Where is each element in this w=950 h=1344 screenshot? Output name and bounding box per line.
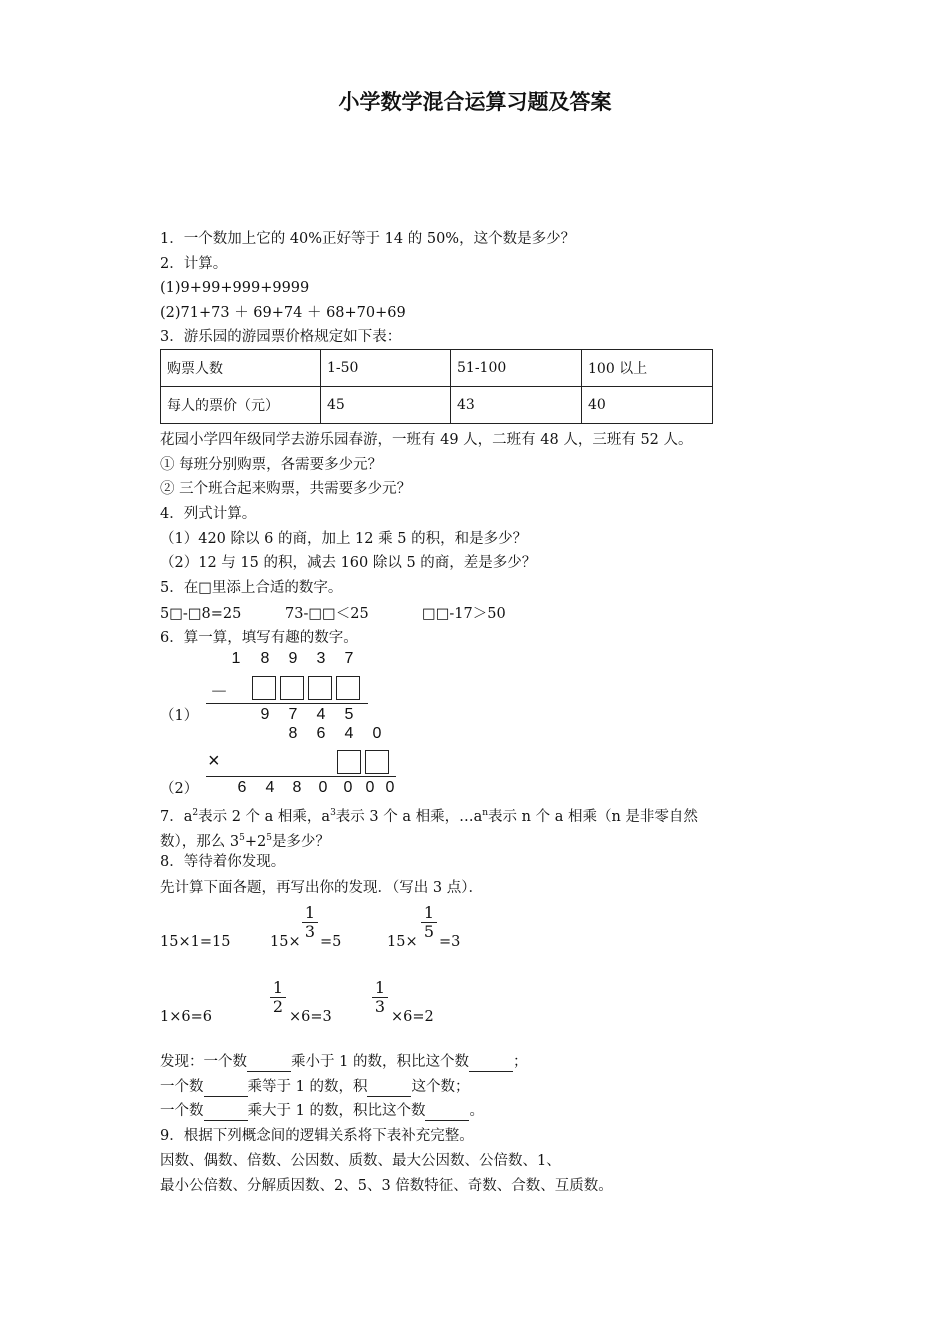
equation-prefix: 15× (270, 934, 301, 950)
digit: 4 (316, 706, 326, 723)
answer-box[interactable] (365, 750, 389, 774)
answer-box[interactable] (280, 676, 304, 700)
question-3-context: 花园小学四年级同学去游乐园春游，一班有 49 人，二班有 48 人，三班有 52 人。 (160, 432, 693, 448)
fill-blank[interactable] (367, 1080, 411, 1097)
digit: 8 (260, 650, 270, 667)
question-2-stem: 2．计算。 (160, 256, 228, 272)
table-cell: 45 (321, 387, 451, 424)
fraction-one-fifth: $\frac{1}{5}$ (421, 904, 437, 941)
question-8-instruction: 先计算下面各题，再写出你的发现．（写出 3 点）． (160, 880, 483, 896)
digit: 1 (231, 650, 241, 667)
digit: 4 (344, 725, 354, 742)
question-4-part-2: （2）12 与 15 的积，减去 160 除以 5 的商，差是多少？ (160, 555, 537, 571)
table-cell: 100 以上 (582, 350, 713, 387)
question-9-stem: 9．根据下列概念间的逻辑关系将下表补充完整。 (160, 1128, 474, 1144)
digit: 9 (260, 706, 270, 723)
digit: 9 (288, 650, 298, 667)
question-7-line-1: 7．$a^2$表示 2 个 a 相乘，$a^3$表示 3 个 a 相乘，$\dots a^n$表示 n 个 a 相乘（n 是非零自然 (160, 808, 698, 825)
question-3-sub-1: ① 每班分别购票，各需要多少元？ (160, 457, 383, 473)
table-row (161, 387, 713, 424)
fraction-one-third: $\frac{1}{3}$ (302, 904, 318, 941)
question-7-line-2: 数），那么 $3^5+2^5$是多少？ (160, 833, 330, 850)
answer-box[interactable] (252, 676, 276, 700)
fill-blank[interactable] (204, 1104, 248, 1121)
equation-1x6: 1×6=6 (160, 1009, 212, 1025)
digit: 3 (316, 650, 326, 667)
question-3-sub-2: ② 三个班合起来购票，共需要多少元？ (160, 481, 412, 497)
question-8-stem: 8．等待着你发现。 (160, 854, 286, 870)
answer-box[interactable] (308, 676, 332, 700)
table-cell: 51-100 (451, 350, 582, 387)
fraction-one-half: $\frac{1}{2}$ (270, 979, 286, 1016)
question-9-concepts-2: 最小公倍数、分解质因数、2、5、3 倍数特征、奇数、合数、互质数。 (160, 1178, 613, 1194)
question-6-stem: 6．算一算，填写有趣的数字。 (160, 630, 358, 646)
table-cell: 40 (582, 387, 713, 424)
table-cell: 43 (451, 387, 582, 424)
divider-line (206, 776, 396, 777)
sub-problem-label-2: （2） (160, 781, 199, 797)
question-2-part-1: (1)9+99+999+9999 (160, 280, 310, 296)
equation-suffix: ×6=3 (289, 1009, 332, 1025)
table-cell: 1-50 (321, 350, 451, 387)
digit: 4 (265, 779, 275, 796)
table-cell: 每人的票价（元） (161, 387, 321, 424)
minus-sign: － (210, 682, 228, 702)
page-title: 小学数学混合运算习题及答案 (338, 90, 612, 114)
question-5-expr-1: 5□-□8=25 (160, 606, 242, 622)
equation-15x1: 15×1=15 (160, 934, 231, 950)
digit: 0 (365, 779, 375, 796)
digit: 8 (292, 779, 302, 796)
table-cell: 购票人数 (161, 350, 321, 387)
divider-line (206, 703, 368, 704)
question-1: 1．一个数加上它的 40%正好等于 14 的 50%，这个数是多少？ (160, 231, 576, 247)
times-sign: × (208, 750, 220, 772)
discovery-line-3: 一个数 乘大于 1 的数，积比这个数 。 (160, 1103, 484, 1119)
fill-blank[interactable] (204, 1080, 248, 1097)
digit: 6 (237, 779, 247, 796)
ticket-price-table (160, 349, 713, 424)
digit: 0 (343, 779, 353, 796)
digit: 0 (372, 725, 382, 742)
fill-blank[interactable] (247, 1055, 291, 1072)
table-row (161, 350, 713, 387)
equation-suffix: =5 (320, 934, 342, 950)
digit: 0 (385, 779, 395, 796)
digit: 5 (344, 706, 354, 723)
question-2-part-2: (2)71+73 ＋ 69+74 ＋ 68+70+69 (160, 305, 406, 321)
sub-problem-label-1: （1） (160, 708, 199, 724)
question-5-expr-3: □□-17＞50 (422, 606, 506, 622)
equation-suffix: =3 (439, 934, 461, 950)
discovery-line-1: 发现：一个数 乘小于 1 的数，积比这个数 ； (160, 1054, 528, 1070)
digit: 0 (318, 779, 328, 796)
question-4-part-1: （1）420 除以 6 的商，加上 12 乘 5 的积，和是多少？ (160, 531, 528, 547)
answer-box[interactable] (337, 750, 361, 774)
question-5-expr-2: 73-□□＜25 (285, 606, 369, 622)
equation-prefix: 15× (387, 934, 418, 950)
question-5-stem: 5．在□里添上合适的数字。 (160, 580, 343, 596)
question-3-stem: 3．游乐园的游园票价格规定如下表： (160, 329, 402, 345)
fill-blank[interactable] (425, 1104, 469, 1121)
question-4-stem: 4．列式计算。 (160, 506, 257, 522)
digit: 8 (288, 725, 298, 742)
digit: 6 (316, 725, 326, 742)
discovery-line-2: 一个数 乘等于 1 的数，积 这个数； (160, 1079, 470, 1095)
digit: 7 (288, 706, 298, 723)
fraction-one-third: $\frac{1}{3}$ (372, 979, 388, 1016)
digit: 7 (344, 650, 354, 667)
equation-suffix: ×6=2 (391, 1009, 434, 1025)
answer-box[interactable] (336, 676, 360, 700)
fill-blank[interactable] (469, 1055, 513, 1072)
question-9-concepts-1: 因数、偶数、倍数、公因数、质数、最大公因数、公倍数、1、 (160, 1153, 561, 1169)
